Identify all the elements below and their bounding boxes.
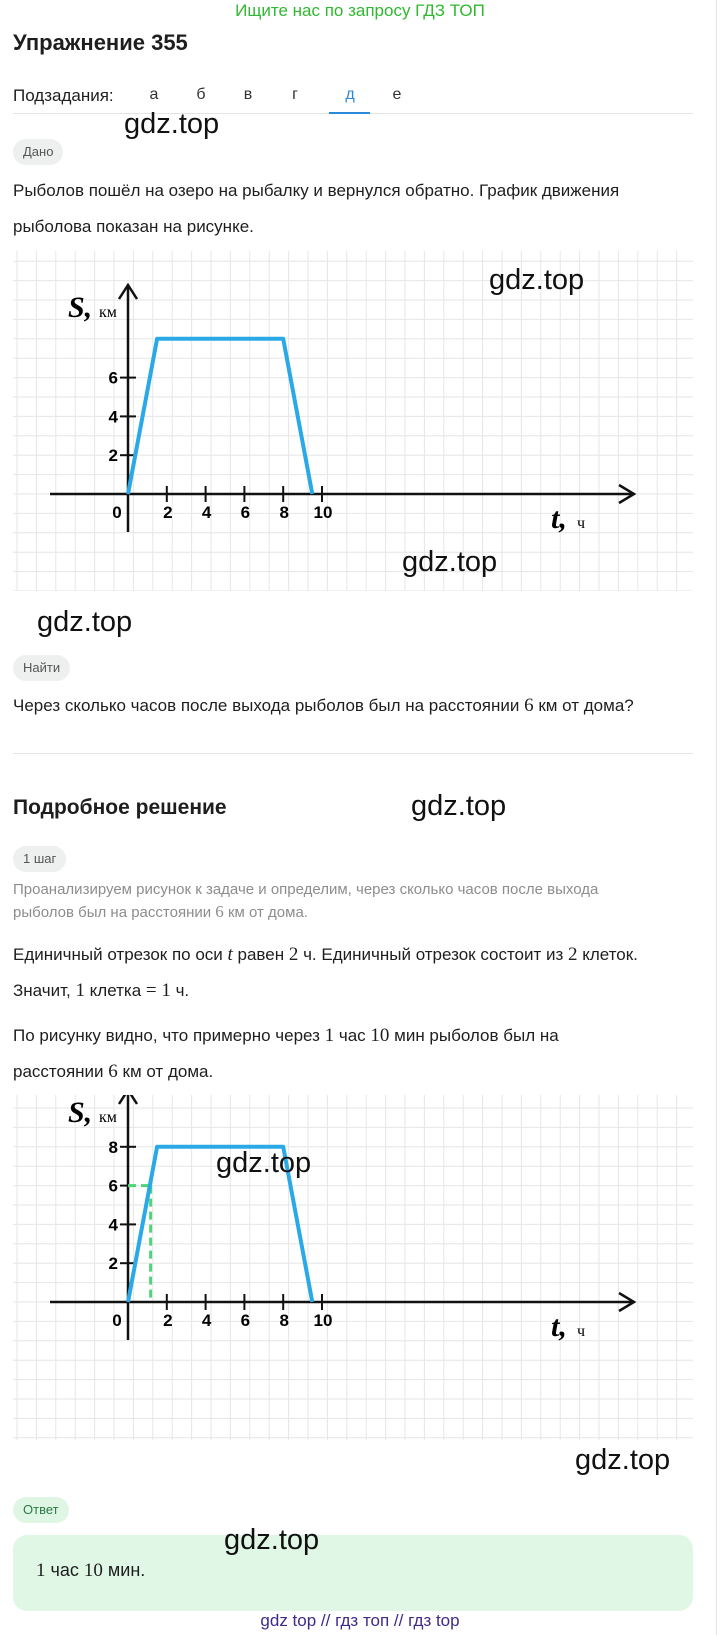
y-tick-label: 6: [108, 1176, 118, 1196]
x-tick-label: 0: [112, 503, 122, 522]
y-tick-label: 8: [108, 1137, 118, 1157]
subtasks-label: Подзадания:: [13, 86, 114, 105]
step-pill: 1 шаг: [13, 846, 66, 872]
solution-line-1: Единичный отрезок по оси t равен 2 ч. Единичный отрезок состоит из 2 клеток.: [13, 944, 638, 965]
x-tick-label: 8: [279, 503, 289, 522]
tab-b[interactable]: б: [196, 86, 206, 103]
solution-gray-1: Проанализируем рисунок к задаче и определим, через сколько часов после выхода: [13, 881, 599, 898]
x-axis-label: t,: [551, 502, 567, 535]
find-number: 6: [524, 695, 534, 716]
solution-heading: Подробное решение: [13, 796, 227, 819]
x-tick-label: 10: [313, 1311, 333, 1330]
watermark: gdz.top: [124, 108, 220, 140]
tab-a[interactable]: а: [149, 86, 159, 103]
distance-time-graph-solution: [13, 1095, 693, 1440]
y-tick-label: 2: [108, 446, 118, 466]
y-tick-label: 2: [108, 1254, 118, 1274]
solution-line-3: По рисунку видно, что примерно через 1 час 10 мин рыболов был на: [13, 1025, 559, 1046]
find-text-end: км от дома?: [533, 696, 634, 715]
x-axis-unit: ч: [577, 1323, 586, 1340]
footer-links[interactable]: gdz top // гдз топ // гдз top: [260, 1611, 460, 1630]
y-axis-label: S,: [68, 291, 93, 324]
watermark: gdz.top: [224, 1524, 320, 1556]
x-tick-label: 0: [112, 1311, 122, 1330]
x-tick-label: 8: [279, 1311, 289, 1330]
section-divider: [13, 753, 693, 754]
answer-text: 1 час 10 мин.: [36, 1560, 146, 1581]
find-text: Через сколько часов после выхода рыболов был на расстоянии: [13, 696, 525, 715]
x-tick-label: 6: [240, 1311, 251, 1330]
watermark: gdz.top: [489, 264, 585, 296]
watermark: gdz.top: [575, 1444, 671, 1476]
right-border: [716, 0, 717, 1635]
gray-text: рыболов был на расстоянии: [13, 904, 216, 921]
x-tick-label: 2: [163, 1311, 173, 1330]
watermark: gdz.top: [402, 546, 498, 578]
x-tick-label: 10: [313, 503, 333, 522]
solution-line-4: расстоянии 6 км от дома.: [13, 1061, 214, 1082]
x-axis-label: t,: [551, 1310, 567, 1343]
distance-time-graph: [13, 251, 693, 591]
active-tab-indicator: [329, 112, 370, 114]
x-tick-label: 4: [201, 1311, 212, 1330]
y-tick-label: 4: [108, 407, 118, 427]
watermark: gdz.top: [37, 606, 133, 638]
x-tick-label: 6: [240, 503, 251, 522]
solution-line-2: Значит, 1 клетка = 1 ч.: [13, 980, 190, 1001]
x-tick-label: 4: [201, 503, 212, 522]
search-banner[interactable]: Ищите нас по запросу ГДЗ ТОП: [235, 1, 485, 20]
gray-number: 6: [215, 902, 224, 921]
y-tick-label: 4: [108, 1215, 118, 1235]
x-tick-label: 2: [163, 503, 173, 522]
given-line-2: рыболова показан на рисунке.: [13, 217, 254, 236]
find-pill: Найти: [13, 655, 70, 681]
tab-v[interactable]: в: [243, 86, 253, 103]
tab-d[interactable]: д: [345, 86, 355, 103]
tab-e[interactable]: е: [392, 86, 402, 103]
gray-text-end: км от дома.: [223, 904, 308, 921]
y-axis-unit: км: [99, 1109, 117, 1126]
watermark: gdz.top: [411, 790, 507, 822]
answer-pill: Ответ: [13, 1497, 69, 1523]
page-title: Упражнение 355: [13, 30, 188, 55]
watermark: gdz.top: [216, 1147, 312, 1179]
y-axis-unit: км: [99, 304, 117, 321]
solution-gray-2: [13, 901, 703, 924]
tab-g[interactable]: г: [292, 86, 298, 103]
x-axis-unit: ч: [577, 515, 586, 532]
given-pill: Дано: [13, 139, 63, 165]
find-question: [13, 688, 703, 724]
given-line-1: Рыболов пошёл на озеро на рыбалку и вернулся обратно. График движения: [13, 181, 620, 200]
y-axis-label: S,: [68, 1096, 93, 1129]
y-tick-label: 6: [108, 368, 118, 388]
